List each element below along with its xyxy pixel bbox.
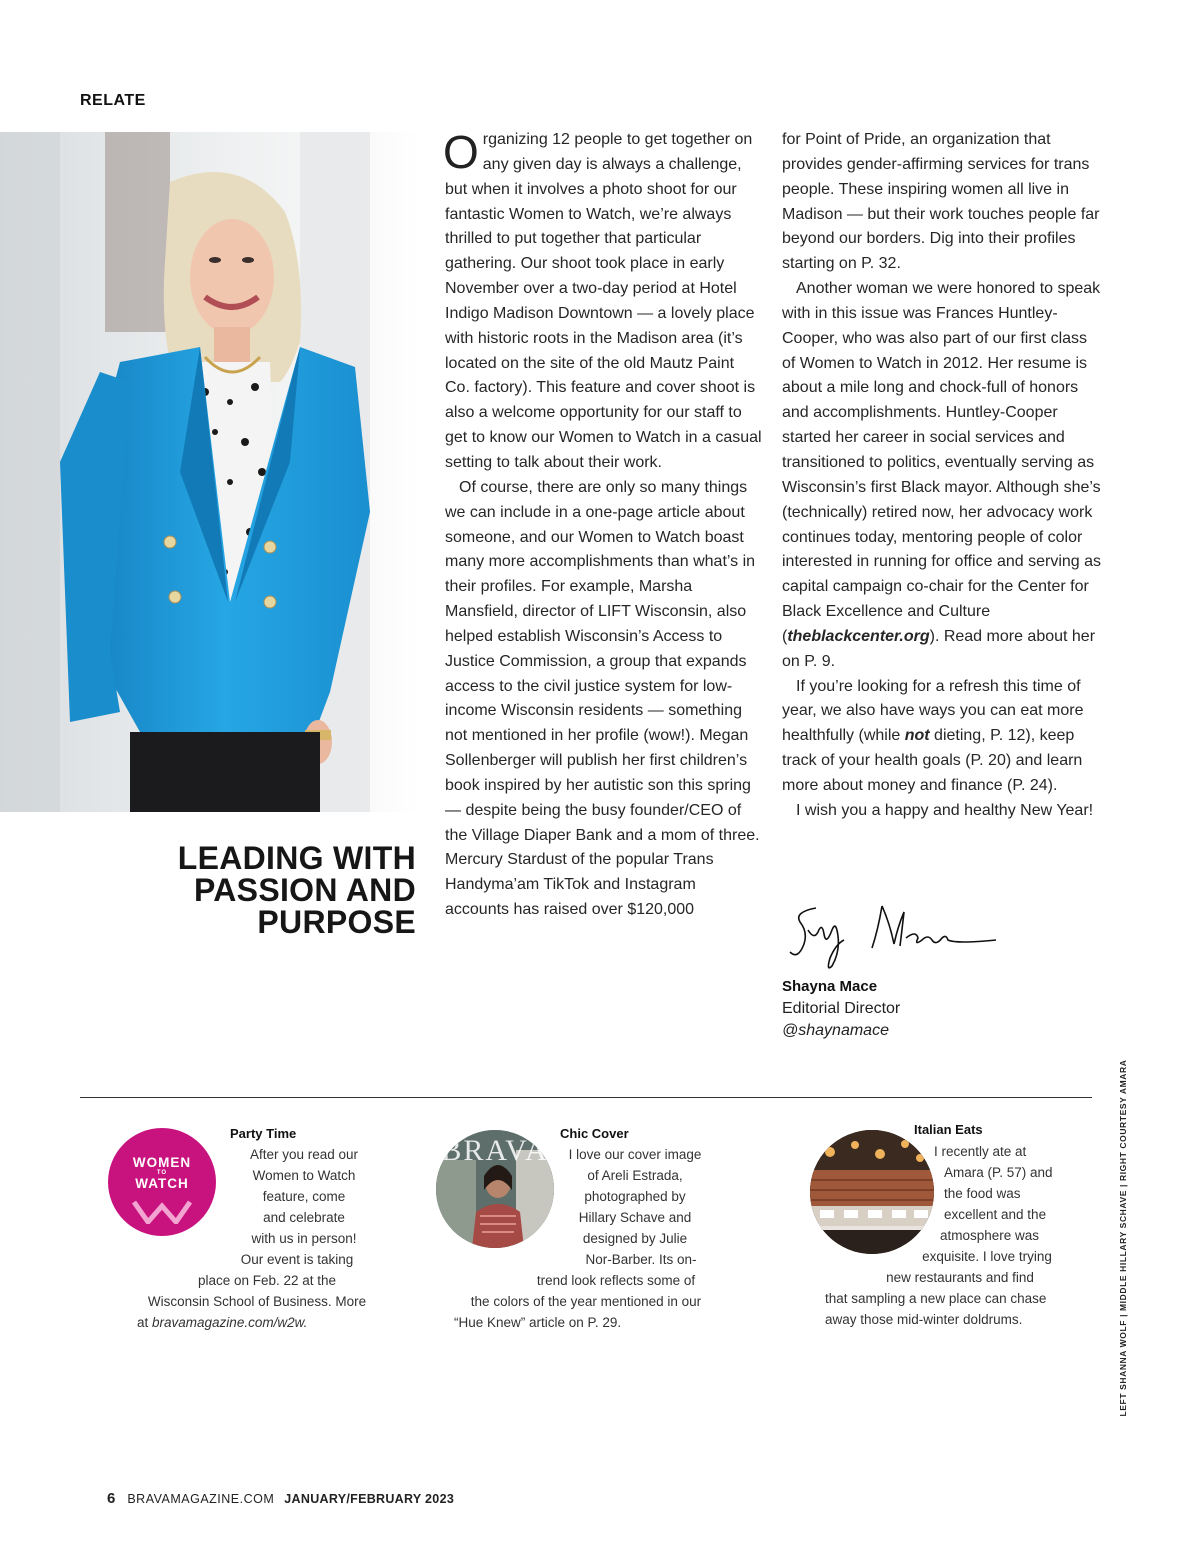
- snippet-body-wide: [440, 1249, 732, 1333]
- paragraph: [782, 675, 1102, 799]
- magazine-cover-thumbnail: [436, 1130, 554, 1248]
- snippet-line: and celebrate: [263, 1210, 345, 1225]
- snippet-body-wide: [818, 1246, 1072, 1330]
- snippet-line: photographed by: [584, 1189, 686, 1204]
- snippet-line: that sampling a new place can chase: [825, 1291, 1047, 1306]
- page-number: 6: [107, 1490, 116, 1507]
- snippet-line: the colors of the year mentioned in our: [470, 1294, 702, 1309]
- badge-line: WOMEN: [132, 1155, 192, 1170]
- article-column-2: [782, 128, 1102, 824]
- snippet-line: Wisconsin School of Business. More: [147, 1294, 367, 1309]
- footer-issue: JANUARY/FEBRUARY 2023: [284, 1492, 455, 1506]
- paragraph-text: Another woman we were honored to speak with in this issue was Frances Huntley-Cooper, who was also part of our first class of Women to Watch in 2012. Her resume is about a mile long and chock-full of honors and accomplishments. Huntley-Cooper started her career in social services and transitioned to politics, eventually serving as Wisconsin’s first Black mayor. Although she’s (technically) retired now, her advocacy work continues today, mentoring people of color interested in running for office and serving as capital campaign co-chair for the Center for Black Excellence and Culture (: [782, 280, 1102, 645]
- article-column-1: [445, 128, 763, 923]
- headline-line: PASSION AND: [194, 872, 416, 908]
- snippet-line: exquisite. I love trying: [922, 1249, 1052, 1264]
- drop-cap: O: [443, 126, 479, 178]
- snippet-line: feature, come: [262, 1189, 346, 1204]
- signoff-handle[interactable]: @shaynamace: [782, 1022, 889, 1039]
- headline-line: LEADING WITH: [177, 840, 416, 876]
- signoff-name: Shayna Mace: [782, 978, 878, 995]
- snippet-line: Nor-Barber. Its on-: [585, 1252, 697, 1267]
- snippet-line: After you read our: [249, 1147, 359, 1162]
- paragraph: [445, 128, 763, 476]
- section-divider: [80, 1097, 1092, 1098]
- snippet-body-narrow: [562, 1144, 708, 1249]
- footer-site[interactable]: BRAVAMAGAZINE.COM: [127, 1492, 275, 1506]
- women-to-watch-badge: [108, 1128, 216, 1236]
- snippet-line: new restaurants and find: [886, 1270, 1034, 1285]
- headline: [150, 842, 416, 938]
- paragraph-text: rganizing 12 people to get together on any given day is always a challenge, but when it involves a photo shoot for our fantastic Women to Watch, we’re always thrilled to put together that particular gathering. Our shoot took place in early November over a two-day period at Hotel Indigo Madison Downtown — a lovely place with historic roots in the Madison area (it’s located on the site of the old Mautz Paint Co. factory). This feature and cover shoot is also a welcome opportunity for our staff to get to know our Women to Watch in a casual setting to talk about their work.: [445, 131, 762, 471]
- paragraph: I wish you a happy and healthy New Year!: [796, 801, 1094, 819]
- snippet-line: of Areli Estrada,: [587, 1168, 683, 1183]
- restaurant-photo: [810, 1130, 934, 1254]
- emphasis-text: not: [904, 727, 930, 745]
- photo-credits: [1113, 1046, 1133, 1430]
- snippet-title: Italian Eats: [914, 1122, 983, 1137]
- snippet-line: away those mid-winter doldrums.: [825, 1312, 1023, 1327]
- snippet-title: Chic Cover: [560, 1126, 629, 1141]
- signoff-title: Editorial Director: [782, 1000, 901, 1017]
- snippet-line: place on Feb. 22 at the: [197, 1273, 337, 1288]
- paragraph-text: dieting, P. 12), keep track of your health goals (P. 20) and learn more about money and finance (P. 24).: [782, 727, 1083, 794]
- snippet-line: I recently ate at: [934, 1144, 1027, 1159]
- snippet-line: Our event is taking: [240, 1252, 354, 1267]
- snippet-line: trend look reflects some of: [536, 1273, 696, 1288]
- paragraph-text: If you’re looking for a refresh this time of year, we also have ways you can eat more healthfully (while: [782, 677, 1084, 745]
- page-footer: [107, 1490, 454, 1507]
- paragraph-text: ). Read more about her on P. 9.: [782, 627, 1096, 670]
- snippet-line: excellent and the: [944, 1207, 1047, 1222]
- snippet-title: Party Time: [230, 1126, 297, 1141]
- cover-masthead: BRAVA: [441, 1134, 549, 1167]
- snippet-line: [130, 1312, 384, 1333]
- hero-photo: [0, 132, 418, 812]
- snippet-line: Women to Watch: [252, 1168, 356, 1183]
- website-link[interactable]: bravamagazine.com/w2w.: [152, 1315, 308, 1330]
- snippet-line: with us in person!: [251, 1231, 357, 1246]
- website-link[interactable]: theblackcenter.org: [787, 627, 930, 645]
- portrait-illustration: [0, 132, 418, 812]
- snippet-body-wide: [130, 1249, 384, 1333]
- badge-logo-mark: [132, 1200, 192, 1224]
- paragraph: Of course, there are only so many things we can include in a one-page article about someone, and our Women to Watch boast many more accomplishments than what’s in their profiles. For example, Marsha Mansfield, director of LIFT Wisconsin, also helped establish Wisconsin’s Access to Justice Commission, a group that expands access to the civil justice system for low-income Wisconsin residents — something not mentioned in her profile (wow!). Megan Sollenberger will publish her first children’s book inspired by her autistic son this spring — despite being the busy founder/CEO of the Village Diaper Bank and a mom of three. Mercury Stardust of the popular Trans Handyma’am TikTok and Instagram accounts has raised over $120,000: [445, 478, 760, 919]
- headline-line: PURPOSE: [257, 904, 416, 940]
- snippet-text: at: [137, 1315, 153, 1330]
- paragraph: [782, 277, 1102, 675]
- snippet-line: Hillary Schave and: [578, 1210, 692, 1225]
- snippet-line: I love our cover image: [568, 1147, 702, 1162]
- badge-line: WATCH: [135, 1176, 189, 1191]
- section-label: RELATE: [80, 92, 146, 109]
- paragraph: for Point of Pride, an organization that provides gender-affirming services for trans people. These inspiring women all live in Madison — but their work touches people far beyond our borders. Dig into their profiles starting on P. 32.: [782, 131, 1100, 273]
- badge-line: TO: [156, 1170, 168, 1176]
- snippet-line: the food was: [944, 1186, 1021, 1201]
- snippet-line: Amara (P. 57) and: [944, 1165, 1053, 1180]
- snippet-line: “Hue Knew” article on P. 29.: [454, 1315, 622, 1330]
- snippet-body-narrow: [920, 1141, 1080, 1246]
- signature-image: [786, 900, 998, 976]
- snippet-body-narrow: [238, 1144, 370, 1249]
- snippet-line: designed by Julie: [582, 1231, 688, 1246]
- snippet-line: atmosphere was: [940, 1228, 1040, 1243]
- photo-credits-text: LEFT SHANNA WOLF | MIDDLE HILLARY SCHAVE | RIGHT COURTESY AMARA: [1118, 1059, 1128, 1417]
